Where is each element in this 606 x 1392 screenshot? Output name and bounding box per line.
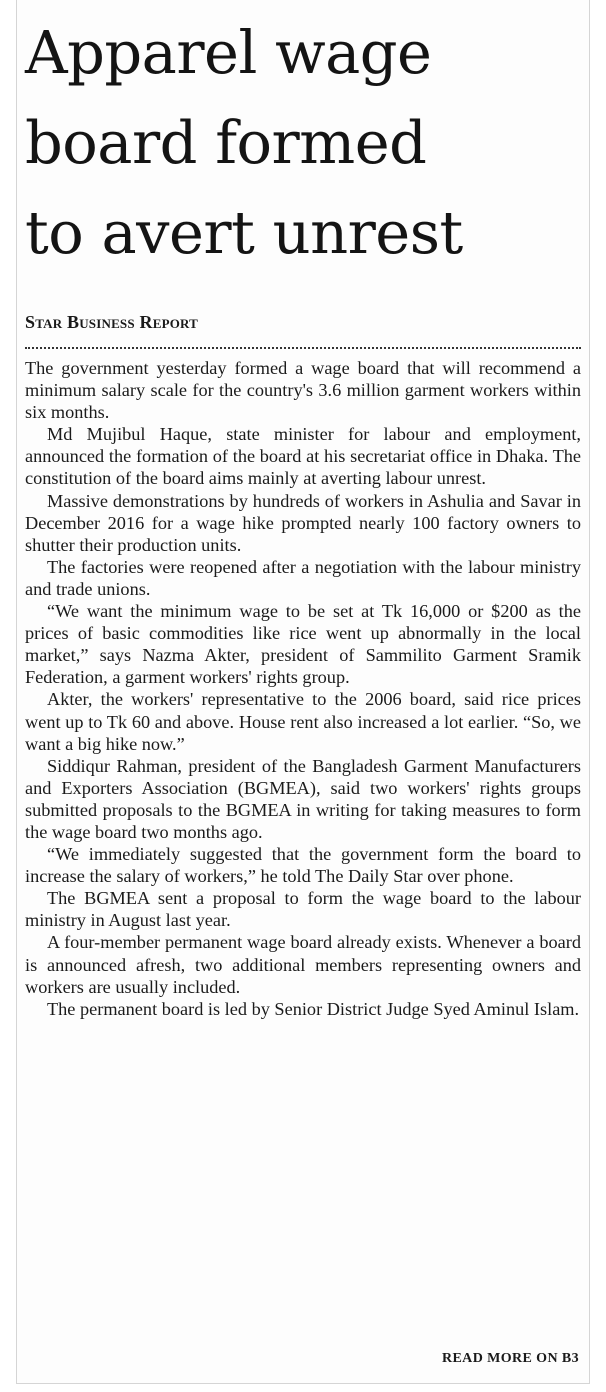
- paragraph: “We immediately suggested that the government form the board to increase the salary of workers,” he told The Daily Star over phone.: [25, 844, 581, 887]
- newspaper-clipping: [16, 0, 590, 1384]
- paragraph: The BGMEA sent a proposal to form the wage board to the labour ministry in August last year.: [25, 888, 581, 931]
- paragraph: The permanent board is led by Senior District Judge Syed Aminul Islam.: [47, 998, 580, 1019]
- paragraph: Md Mujibul Haque, state minister for labour and employment, announced the formation of the board at his secretariat office in Dhaka. The constitution of the board aims mainly at averting labour unrest.: [25, 424, 581, 489]
- byline: Star Business Report: [25, 312, 199, 332]
- paragraph: Siddiqur Rahman, president of the Bangladesh Garment Manufacturers and Exporters Association (BGMEA), said two workers' rights groups submitted proposals to the BGMEA in writing for taking measures to form the wage board two months ago.: [25, 755, 581, 842]
- paragraph: Massive demonstrations by hundreds of workers in Ashulia and Savar in December 2016 for a wage hike prompted nearly 100 factory owners to shutter their production units.: [25, 490, 581, 555]
- paragraph: The government yesterday formed a wage board that will recommend a minimum salary scale for the country's 3.6 million garment workers within six months.: [25, 358, 581, 423]
- headline: [25, 8, 589, 278]
- paragraph: “We want the minimum wage to be set at Tk 16,000 or $200 as the prices of basic commodities like rice went up abnormally in the local market,” says Nazma Akter, president of Sammilito Garment Sramik Federation, a garment workers' rights group.: [25, 601, 581, 688]
- headline-line: board formed: [25, 108, 427, 177]
- dotted-divider: [25, 347, 581, 349]
- paragraph: The factories were reopened after a negotiation with the labour ministry and trade unions.: [25, 556, 581, 599]
- paragraph: A four-member permanent wage board already exists. Whenever a board is announced afresh, two additional members representing owners and workers are usually included.: [25, 932, 581, 997]
- headline-line: to avert unrest: [25, 198, 463, 267]
- paragraph: Akter, the workers' representative to the 2006 board, said rice prices went up to Tk 60 and above. House rent also increased a lot earlier. “So, we want a big hike now.”: [25, 689, 581, 754]
- read-more-link[interactable]: READ MORE ON B3: [441, 1351, 579, 1366]
- article-body: [25, 357, 581, 1020]
- headline-line: Apparel wage: [25, 18, 432, 87]
